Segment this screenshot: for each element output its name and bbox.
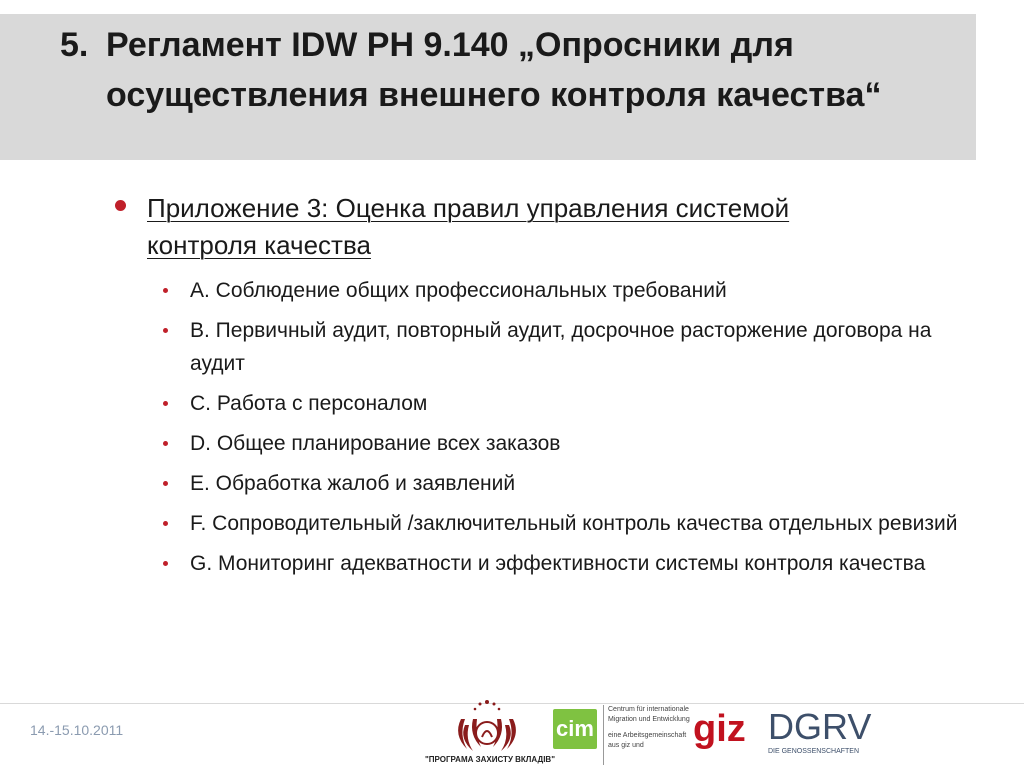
list-item (163, 547, 963, 580)
slide-title (60, 20, 960, 120)
dgrv-logo (768, 708, 878, 760)
list-item-text: F. Сопроводительный /заключительный контроль качества отдельных ревизий (190, 512, 958, 535)
cim-logo (553, 705, 690, 765)
cim-line: Centrum für internationale (608, 706, 689, 713)
list-item (163, 467, 963, 500)
deposit-protection-program-logo (425, 695, 555, 768)
bullet-dot-icon (163, 328, 168, 333)
list-item (163, 387, 963, 420)
cim-line: aus giz und (608, 742, 644, 749)
list-item (163, 314, 963, 380)
list-item-text: G. Мониторинг адекватности и эффективности системы контроля качества (190, 552, 926, 575)
bullet-dot-icon (163, 481, 168, 486)
cim-line: Migration und Entwicklung (608, 716, 690, 723)
logo-caption: "ПРОГРАМА ЗАХИСТУ ВКЛАДІВ" (425, 755, 555, 764)
list-item-text: D. Общее планирование всех заказов (190, 432, 561, 455)
title-text: Регламент IDW PH 9.140 „Опросники для осуществления внешнего контроля качества“ (106, 26, 882, 114)
cim-line: eine Arbeitsgemeinschaft (608, 732, 687, 739)
sub-bullet-list (163, 274, 963, 587)
dgrv-wordmark: DGRV (768, 706, 872, 747)
list-item-text: C. Работа с персоналом (190, 392, 428, 415)
list-item-text: A. Соблюдение общих профессиональных требований (190, 279, 727, 302)
list-item (163, 427, 963, 460)
main-bullet (115, 190, 875, 264)
list-item (163, 274, 963, 307)
cim-mark: cim (553, 709, 597, 749)
bullet-dot-icon (163, 288, 168, 293)
list-item (163, 507, 963, 540)
bullet-dot-icon (163, 521, 168, 526)
main-bullet-text: Приложение 3: Оценка правил управления системой контроля качества (147, 193, 790, 260)
list-item-text: B. Первичный аудит, повторный аудит, досрочное расторжение договора на аудит (190, 319, 932, 375)
title-number: 5. (60, 26, 89, 64)
bullet-dot-icon (115, 200, 126, 211)
bullet-dot-icon (163, 441, 168, 446)
bullet-dot-icon (163, 561, 168, 566)
bullet-dot-icon (163, 401, 168, 406)
laurel-emblem-icon (425, 695, 550, 755)
footer-date: 14.-15.10.2011 (30, 722, 124, 738)
cim-divider (603, 705, 604, 765)
giz-logo: giz (693, 708, 746, 750)
dgrv-subtitle: DIE GENOSSENSCHAFTEN (768, 748, 860, 755)
list-item-text: E. Обработка жалоб и заявлений (190, 472, 516, 495)
cim-text (608, 705, 688, 751)
